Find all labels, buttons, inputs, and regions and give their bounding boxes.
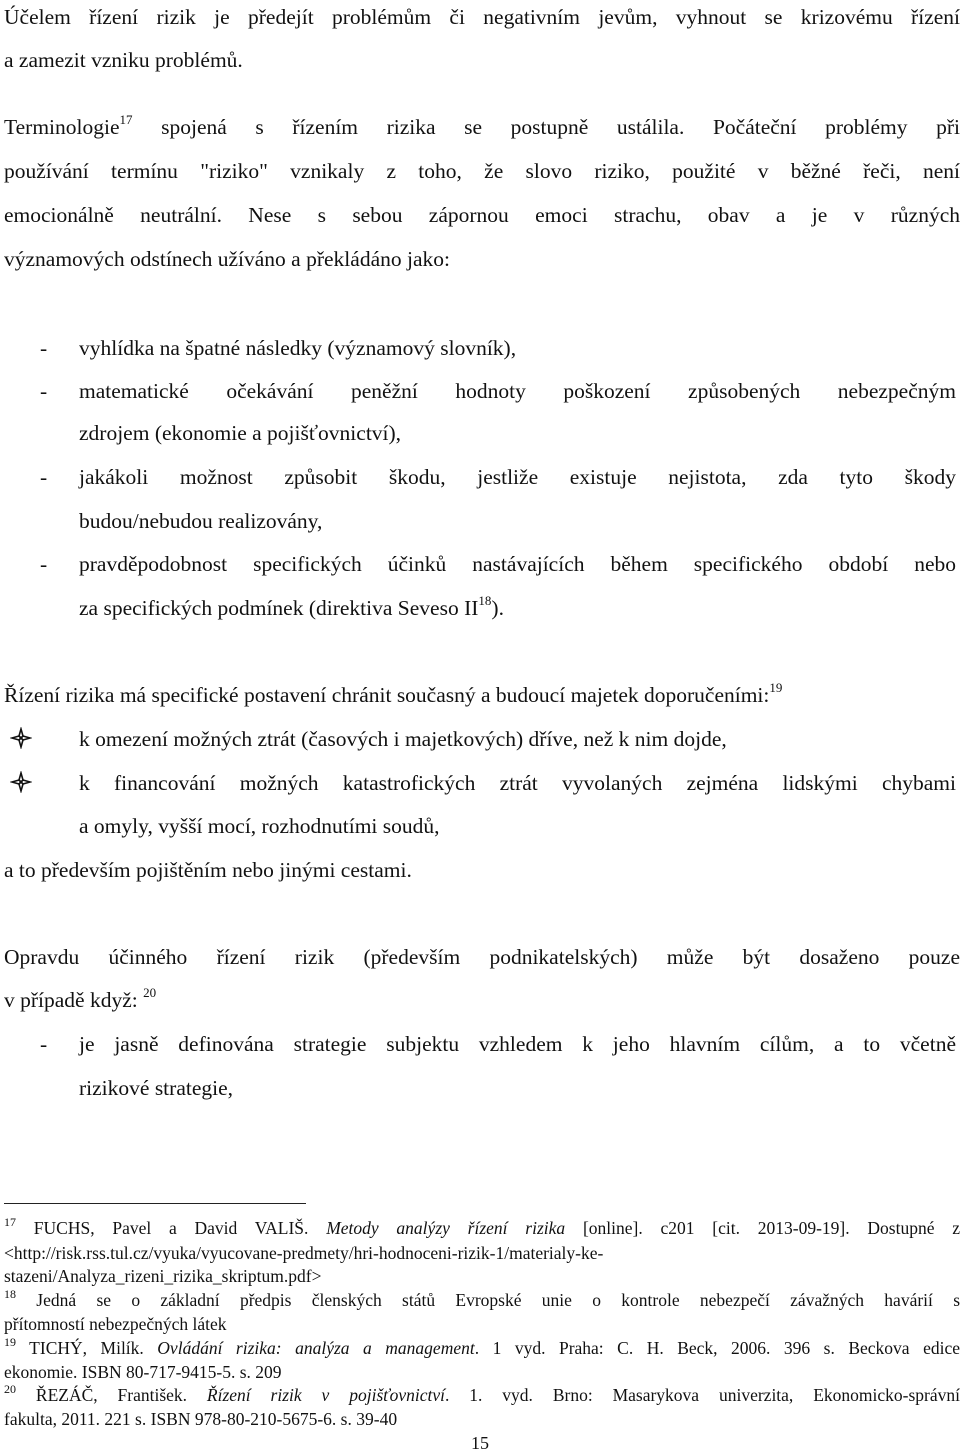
footnote-17-line-1: $^{17}$ FUCHS, Pavel a David VALIŠ. Metody analýzy řízení rizika [online]. c201 [cit. 2013-09-19]. Dostupné z — [4, 1215, 960, 1238]
footnote-19-line-1: $^{19}$ TICHÝ, Milík. Ovládání rizika: analýza a management. 1 vyd. Praha: C. H. Beck, 2006. 396 s. Beckova edice — [4, 1335, 960, 1358]
list-dash: - — [40, 465, 48, 489]
list-item-continuation: rizikové strategie, — [79, 1076, 234, 1100]
bullet-item: k financování možných katastrofických ztrát vyvolaných zejména lidskými chybami — [79, 771, 956, 795]
list-item: je jasně definována strategie subjektu vzhledem k jeho hlavním cílům, a to včetně — [79, 1032, 956, 1056]
paragraph-1-line-1: Účelem řízení rizik je předejít problémům či negativním jevům, vyhnout se krizovému řízení — [4, 5, 960, 29]
paragraph-2-line-4: významových odstínech užíváno a překládáno jako: — [4, 247, 450, 271]
paragraph-3: Řízení rizika má specifické postavení chránit současný a budoucí majetek doporučeními:$^{19}$ — [4, 679, 783, 707]
list-dash: - — [40, 552, 48, 576]
paragraph-3-end: a to především pojištěním nebo jinými cestami. — [4, 858, 412, 882]
footnote-20-line-2: fakulta, 2011. 221 s. ISBN 978-80-210-5675-6. s. 39-40 — [4, 1409, 398, 1429]
list-dash: - — [40, 1032, 48, 1056]
footnote-17-link-continuation[interactable]: stazeni/Analyza_rizeni_rizika_skriptum.pdf> — [4, 1266, 322, 1286]
list-item-continuation: budou/nebudou realizovány, — [79, 509, 323, 533]
footnote-20-line-1: $^{20}$ ŘEZÁČ, František. Řízení rizik v pojišťovnictví. 1. vyd. Brno: Masarykova univerzita, Ekonomicko-správní — [4, 1382, 960, 1405]
diamond-bullet-icon — [10, 771, 32, 793]
footnote-ref-18[interactable]: 18 — [478, 592, 492, 608]
list-item-continuation: za specifických podmínek (direktiva Seveso II$^{18}$). — [79, 592, 504, 620]
footnote-ref-20[interactable]: 20 — [143, 984, 157, 1000]
page-number: 15 — [471, 1433, 489, 1453]
paragraph-2-line-2: používání termínu "riziko" vznikaly z toho, že slovo riziko, použité v běžné řeči, není — [4, 159, 960, 183]
bullet-item-continuation: a omyly, vyšší mocí, rozhodnutími soudů, — [79, 814, 440, 838]
list-item: vyhlídka na špatné následky (významový slovník), — [79, 336, 517, 360]
footnote-19-line-2: ekonomie. ISBN 80-717-9415-5. s. 209 — [4, 1362, 282, 1382]
list-item: pravděpodobnost specifických účinků nastávajících během specifického období nebo — [79, 552, 956, 576]
list-item: matematické očekávání peněžní hodnoty poškození způsobených nebezpečným — [79, 379, 956, 403]
footnote-ref-17[interactable]: 17 — [119, 111, 133, 127]
footnote-separator — [4, 1203, 306, 1204]
list-dash: - — [40, 336, 48, 360]
paragraph-4-line-2: v případě když: $^{20}$ — [4, 984, 157, 1012]
paragraph-1-line-2: a zamezit vzniku problémů. — [4, 48, 243, 72]
footnote-18-line-1: $^{18}$ Jedná se o základní předpis členských států Evropské unie o kontrole nebezpečí závažných havárií s — [4, 1287, 960, 1310]
footnote-17-link[interactable]: <http://risk.rss.tul.cz/vyuka/vyucovane-predmety/hri-hodnoceni-rizik-1/materialy-ke- — [4, 1243, 604, 1263]
footnote-18-line-2: přítomností nebezpečných látek — [4, 1314, 227, 1334]
paragraph-2-line-1: Terminologie$^{17}$ spojená s řízením rizika se postupně ustálila. Počáteční problémy při — [4, 111, 960, 139]
list-item-continuation: zdrojem (ekonomie a pojišťovnictví), — [79, 421, 402, 445]
diamond-bullet-icon — [10, 727, 32, 749]
paragraph-2-line-3: emocionálně neutrální. Nese s sebou zápornou emoci strachu, obav a je v různých — [4, 203, 960, 227]
paragraph-4-line-1: Opravdu účinného řízení rizik (především podnikatelských) může být dosaženo pouze — [4, 945, 960, 969]
list-item: jakákoli možnost způsobit škodu, jestliže existuje nejistota, zda tyto škody — [79, 465, 956, 489]
footnote-ref-19[interactable]: 19 — [769, 679, 783, 695]
list-dash: - — [40, 379, 48, 403]
bullet-item: k omezení možných ztrát (časových i majetkových) dříve, než k nim dojde, — [79, 727, 727, 751]
